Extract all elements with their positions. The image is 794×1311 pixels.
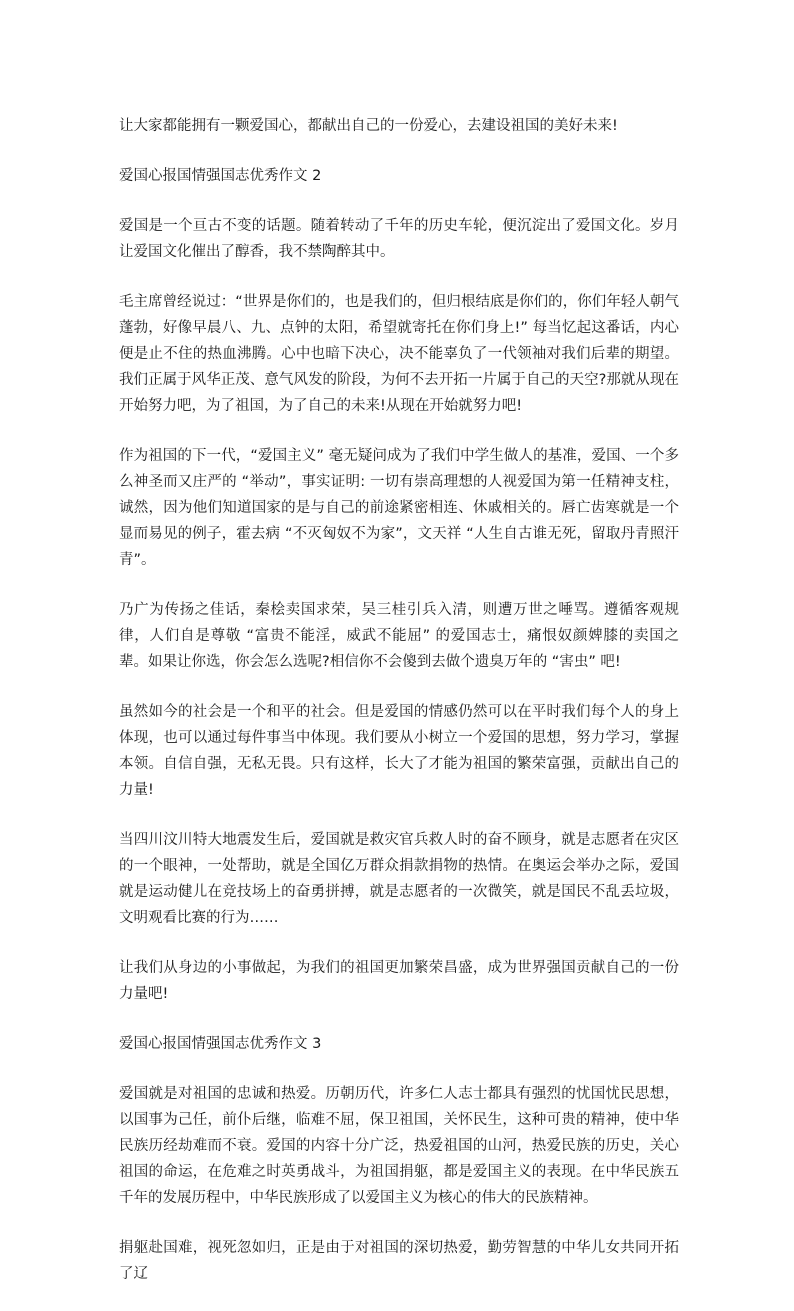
paragraph-intro: 让大家都能拥有一颗爱国心，都献出自己的一份爱心，去建设祖国的美好未来! bbox=[119, 118, 618, 134]
paragraph: 虽然如今的社会是一个和平的社会。但是爱国的情感仍然可以在平时我们每个人的身上体现，也可以通过每件事当中体现。我们要从小树立一个爱国的思想，努力学习，掌握本领。自信自强，无私无畏。只有这样，长大了才能为祖国的繁荣富强，贡献出自己的力量! bbox=[119, 704, 679, 798]
paragraph: 让我们从身边的小事做起，为我们的祖国更加繁荣昌盛，成为世界强国贡献自己的一份力量吧! bbox=[119, 960, 679, 1002]
paragraph-truncated: 捐躯赴国难，视死忽如归，正是由于对祖国的深切热爱，勤劳智慧的中华儿女共同开拓了辽 bbox=[119, 1240, 679, 1282]
paragraph: 爱国是一个亘古不变的话题。随着转动了千年的历史车轮，便沉淀出了爱国文化。岁月让爱国文化催出了醇香，我不禁陶醉其中。 bbox=[119, 218, 679, 260]
paragraph: 作为祖国的下一代，“爱国主义” 毫无疑问成为了我们中学生做人的基准，爱国、一个多么神圣而又庄严的 “举动”，事实证明: 一切有崇高理想的人视爱国为第一任精神支柱，诚然，因为他们知道国家的是与自己的前途紧密相连、休戚相关的。唇亡齿寒就是一个显而易见的例子，霍去病 “不灭匈奴不为家”，文天祥 “人生自古谁无死，留取丹青照汗青”。 bbox=[119, 448, 679, 568]
paragraph: 乃广为传扬之佳话，秦桧卖国求荣，吴三桂引兵入清，则遭万世之唾骂。遵循客观规律，人们自是尊敬 “富贵不能淫，威武不能屈” 的爱国志士，痛恨奴颜婢膝的卖国之辈。如果让你选，你会怎么选呢?相信你不会傻到去做个遗臭万年的 “害虫” 吧! bbox=[119, 602, 679, 670]
section-heading-2: 爱国心报国情强国志优秀作文 2 bbox=[119, 168, 322, 184]
section-heading-3: 爱国心报国情强国志优秀作文 3 bbox=[119, 1036, 322, 1052]
paragraph: 爱国就是对祖国的忠诚和热爱。历朝历代，许多仁人志士都具有强烈的忧国忧民思想，以国事为己任，前仆后继，临难不屈，保卫祖国，关怀民生，这种可贵的精神，使中华民族历经劫难而不衰。爱国的内容十分广泛，热爱祖国的山河，热爱民族的历史，关心祖国的命运，在危难之时英勇战斗，为祖国捐躯，都是爱国主义的表现。在中华民族五千年的发展历程中，中华民族形成了以爱国主义为核心的伟大的民族精神。 bbox=[119, 1086, 679, 1206]
paragraph: 毛主席曾经说过：“世界是你们的，也是我们的，但归根结底是你们的，你们年轻人朝气蓬勃，好像早晨八、九、点钟的太阳，希望就寄托在你们身上!” 每当忆起这番话，内心便是止不住的热血沸腾。心中也暗下决心，决不能辜负了一代领袖对我们后辈的期望。我们正属于风华正茂、意气风发的阶段，为何不去开拓一片属于自己的天空?那就从现在开始努力吧，为了祖国，为了自己的未来!从现在开始就努力吧! bbox=[119, 294, 679, 414]
paragraph: 当四川汶川特大地震发生后，爱国就是救灾官兵救人时的奋不顾身，就是志愿者在灾区的一个眼神，一处帮助，就是全国亿万群众捐款捐物的热情。在奥运会举办之际，爱国就是运动健儿在竞技场上的奋勇拼搏，就是志愿者的一次微笑，就是国民不乱丢垃圾，文明观看比赛的行为…… bbox=[119, 832, 679, 926]
document-page bbox=[119, 113, 679, 1311]
